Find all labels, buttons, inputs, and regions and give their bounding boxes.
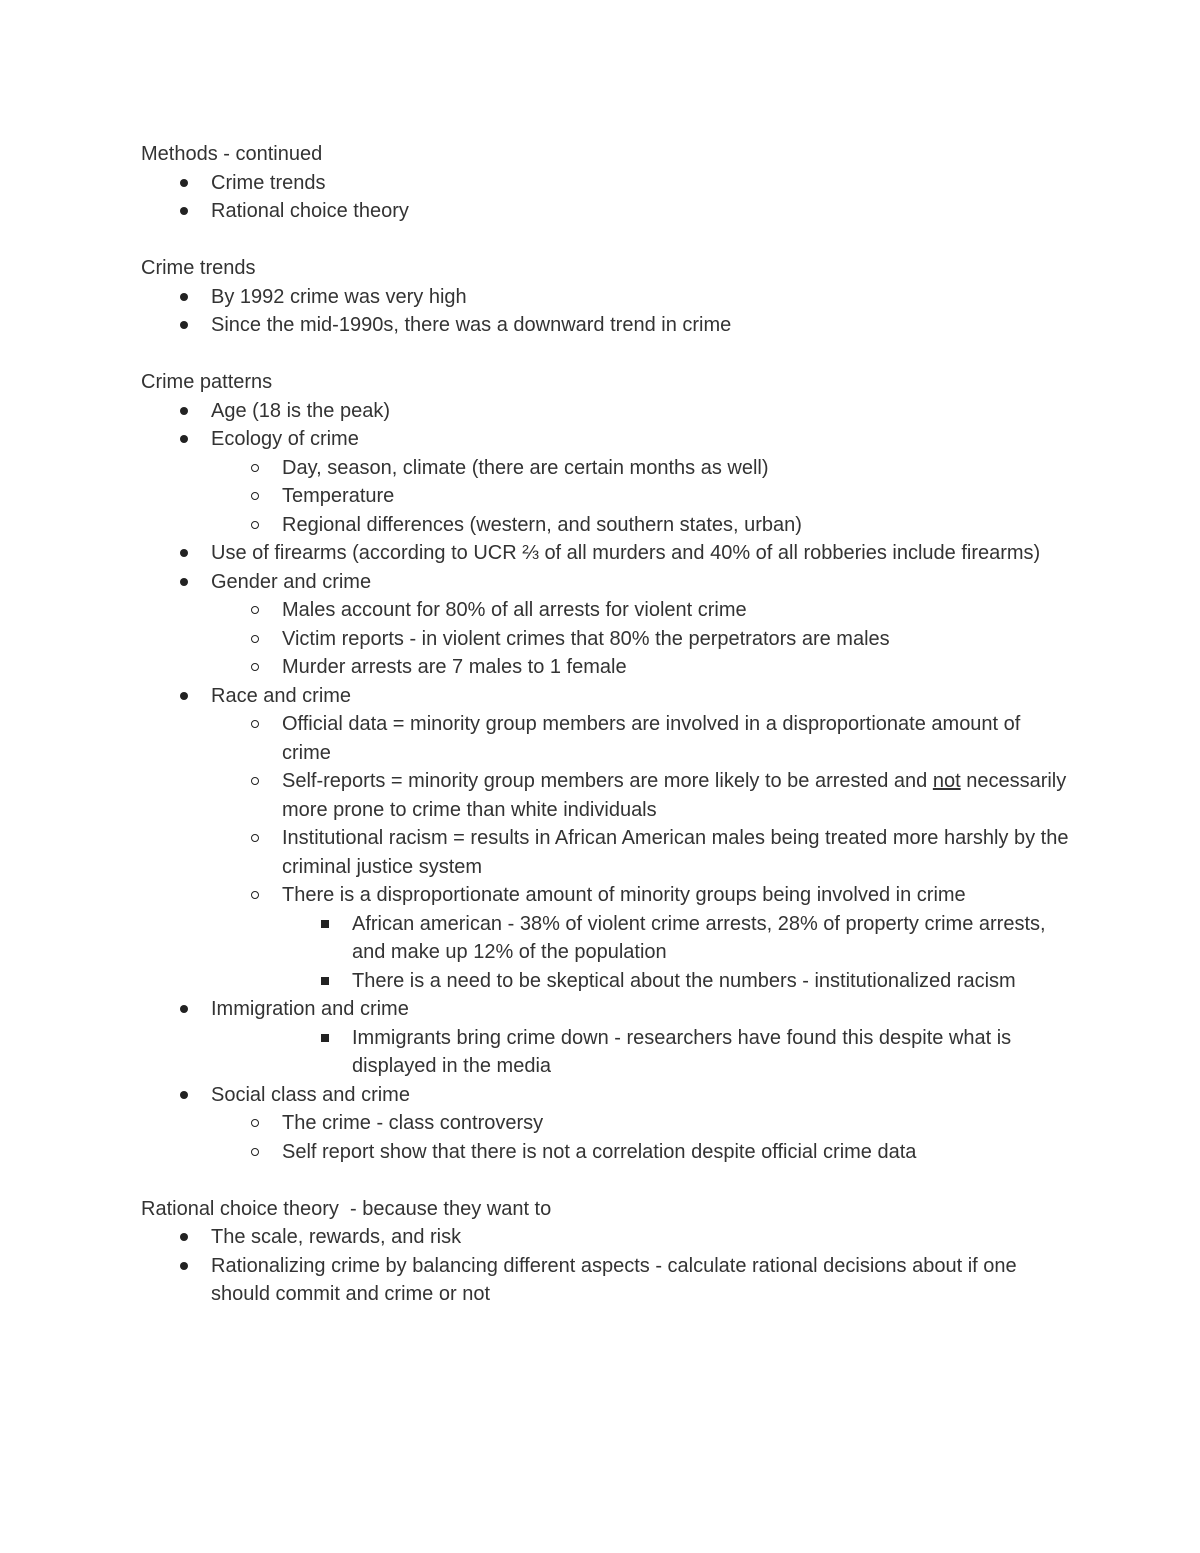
patterns-list: [141, 397, 1071, 1167]
disc-bullet-icon: [176, 1252, 192, 1281]
circle-bullet-icon: [247, 767, 263, 796]
patterns-section: [141, 368, 1071, 1166]
list-item: Use of firearms (according to UCR ⅔ of all murders and 40% of all robberies include firearms): [141, 539, 1071, 568]
list-item: Gender and crime: [141, 568, 1071, 597]
circle-bullet-icon: [247, 454, 263, 483]
disc-bullet-icon: [176, 682, 192, 711]
circle-bullet-icon: [247, 1109, 263, 1138]
rational-heading: Rational choice theory - because they want to: [141, 1197, 552, 1220]
list-item: Temperature: [141, 482, 1071, 511]
disc-bullet-icon: [176, 283, 192, 312]
disc-bullet-icon: [176, 995, 192, 1024]
list-item: Regional differences (western, and southern states, urban): [141, 511, 1071, 540]
list-item: Race and crime: [141, 682, 1071, 711]
methods-list: [141, 169, 1071, 226]
square-bullet-icon: [317, 910, 333, 939]
circle-bullet-icon: [247, 625, 263, 654]
disc-bullet-icon: [176, 539, 192, 568]
square-bullet-icon: [317, 1024, 333, 1053]
patterns-heading: Crime patterns: [141, 371, 273, 393]
disc-bullet-icon: [176, 425, 192, 454]
list-item: Since the mid-1990s, there was a downward trend in crime: [141, 311, 1071, 340]
circle-bullet-icon: [247, 511, 263, 540]
circle-bullet-icon: [247, 881, 263, 910]
list-item: Immigrants bring crime down - researchers have found this despite what is displayed in the media: [141, 1024, 1071, 1081]
list-item: Self report show that there is not a correlation despite official crime data: [141, 1138, 1071, 1167]
list-item: Rational choice theory: [141, 197, 1071, 226]
list-item: Males account for 80% of all arrests for violent crime: [141, 596, 1071, 625]
circle-bullet-icon: [247, 596, 263, 625]
list-item: Social class and crime: [141, 1081, 1071, 1110]
list-item: Institutional racism = results in African American males being treated more harshly by the criminal justice system: [141, 824, 1071, 881]
methods-heading: Methods - continued: [141, 143, 323, 165]
list-item: Crime trends: [141, 169, 1071, 198]
list-item: By 1992 crime was very high: [141, 283, 1071, 312]
list-item: Age (18 is the peak): [141, 397, 1071, 426]
document-page: [141, 140, 1071, 1309]
list-item: The crime - class controversy: [141, 1109, 1071, 1138]
list-item: There is a need to be skeptical about the numbers - institutionalized racism: [141, 967, 1071, 996]
circle-bullet-icon: [247, 824, 263, 853]
list-item: Day, season, climate (there are certain months as well): [141, 454, 1071, 483]
list-item: There is a disproportionate amount of minority groups being involved in crime: [141, 881, 1071, 910]
list-item: Ecology of crime: [141, 425, 1071, 454]
trends-list: [141, 283, 1071, 340]
list-item: African american - 38% of violent crime arrests, 28% of property crime arrests, and make up 12% of the population: [141, 910, 1071, 967]
trends-heading: Crime trends: [141, 257, 256, 279]
list-item: Immigration and crime: [141, 995, 1071, 1024]
list-item: Victim reports - in violent crimes that 80% the perpetrators are males: [141, 625, 1071, 654]
circle-bullet-icon: [247, 482, 263, 511]
disc-bullet-icon: [176, 169, 192, 198]
disc-bullet-icon: [176, 311, 192, 340]
list-item: Rationalizing crime by balancing different aspects - calculate rational decisions about if one should commit and crime or not: [141, 1252, 1071, 1309]
trends-section: [141, 254, 1071, 340]
list-item: Self-reports = minority group members are more likely to be arrested and not necessarily more prone to crime than white individuals: [141, 767, 1071, 824]
rational-section: [141, 1195, 1071, 1309]
disc-bullet-icon: [176, 1081, 192, 1110]
circle-bullet-icon: [247, 653, 263, 682]
disc-bullet-icon: [176, 197, 192, 226]
square-bullet-icon: [317, 967, 333, 996]
circle-bullet-icon: [247, 710, 263, 739]
rational-list: [141, 1223, 1071, 1309]
underlined-word: not: [932, 770, 961, 792]
list-item: The scale, rewards, and risk: [141, 1223, 1071, 1252]
list-item: Official data = minority group members are involved in a disproportionate amount of crime: [141, 710, 1071, 767]
list-item: Murder arrests are 7 males to 1 female: [141, 653, 1071, 682]
disc-bullet-icon: [176, 568, 192, 597]
disc-bullet-icon: [176, 397, 192, 426]
circle-bullet-icon: [247, 1138, 263, 1167]
disc-bullet-icon: [176, 1223, 192, 1252]
methods-section: [141, 140, 1071, 226]
